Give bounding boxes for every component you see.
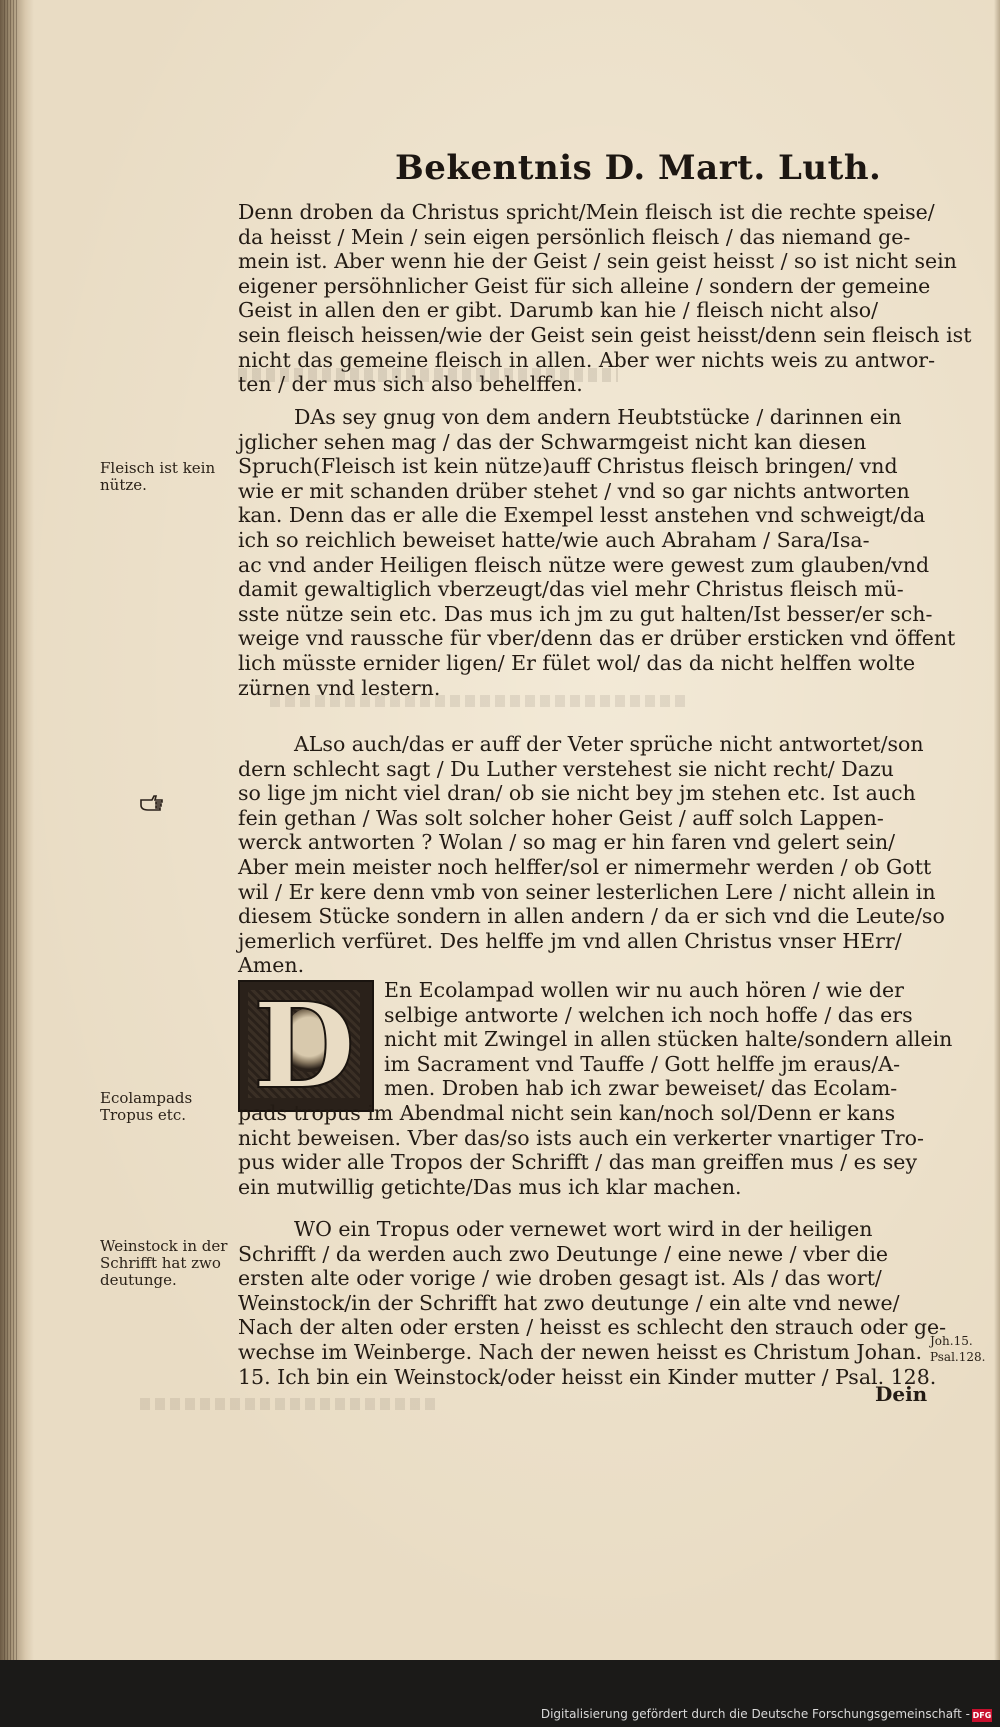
margin-note-line: deutunge. bbox=[100, 1271, 177, 1289]
book-gutter bbox=[0, 0, 34, 1660]
paragraph-1 bbox=[238, 200, 972, 397]
funding-credit: Digitalisierung gefördert durch die Deutsche Forschungsgemeinschaft - bbox=[540, 1707, 970, 1721]
margin-note-line: Psal.128. bbox=[930, 1350, 986, 1364]
text-line: men. Droben hab ich zwar beweiset/ das Ecolam- bbox=[384, 1076, 898, 1101]
margin-note-line: Fleisch ist kein bbox=[100, 459, 216, 477]
text-line: Aber mein meister noch helffer/sol er nimermehr werden / ob Gott bbox=[238, 854, 932, 879]
paragraph-4 bbox=[238, 978, 953, 1199]
text-line: Amen. bbox=[238, 953, 305, 978]
text-line: zürnen vnd lestern. bbox=[238, 675, 441, 700]
text-line: kan. Denn das er alle die Exempel lesst anstehen vnd schweigt/da bbox=[238, 503, 926, 528]
text-line: nicht das gemeine fleisch in allen. Aber wer nichts weis zu antwor- bbox=[238, 347, 936, 372]
initial-letter: D bbox=[252, 976, 356, 1115]
text-line: Denn droben da Christus spricht/Mein fleisch ist die rechte speise/ bbox=[238, 200, 935, 224]
text-line: Geist in allen den er gibt. Darumb kan hie / fleisch nicht also/ bbox=[238, 298, 879, 323]
margin-note-line: Joh.15. bbox=[930, 1334, 973, 1348]
text-line: ersten alte oder vorige / wie droben gesagt ist. Als / das wort/ bbox=[238, 1266, 882, 1291]
show-through-text bbox=[140, 1398, 440, 1410]
text-line: fein gethan / Was solt solcher hoher Geist / auff solch Lappen- bbox=[238, 805, 884, 830]
text-line: lich müsste ernider ligen/ Er fület wol/ das da nicht helffen wolte bbox=[238, 650, 916, 675]
text-line: nicht beweisen. Vber das/so ists auch ein verkerter vnartiger Tro- bbox=[238, 1125, 924, 1150]
margin-note-line: Ecolampads bbox=[100, 1089, 193, 1107]
text-line: ein mutwillig getichte/Das mus ich klar machen. bbox=[238, 1174, 742, 1199]
page-edge bbox=[994, 0, 1000, 1660]
text-line: Weinstock/in der Schrifft hat zwo deutunge / ein alte vnd newe/ bbox=[238, 1290, 900, 1315]
text-line: mein ist. Aber wenn hie der Geist / sein geist heisst / so ist nicht sein bbox=[238, 249, 957, 274]
text-line: sste nütze sein etc. Das mus ich jm zu gut halten/Ist besser/er sch- bbox=[238, 601, 933, 626]
running-title: Bekentnis D. Mart. Luth. bbox=[395, 148, 882, 188]
text-line: sein fleisch heissen/wie der Geist sein geist heisst/denn sein fleisch ist bbox=[238, 322, 972, 347]
margin-note-line: Schrifft hat zwo bbox=[100, 1254, 221, 1272]
text-line: Spruch(Fleisch ist kein nütze)auff Christus fleisch bringen/ vnd bbox=[238, 454, 898, 479]
text-line: damit gewaltiglich vberzeugt/das viel mehr Christus fleisch mü- bbox=[238, 577, 904, 602]
text-line: ten / der mus sich also behelffen. bbox=[238, 372, 583, 397]
text-line: ich so reichlich beweiset hatte/wie auch Abraham / Sara/Isa- bbox=[238, 527, 870, 552]
text-line: dern schlecht sagt / Du Luther verstehest sie nicht recht/ Dazu bbox=[238, 756, 894, 781]
viewer-footer bbox=[0, 1660, 1000, 1727]
text-line: so lige jm nicht viel dran/ ob sie nicht bey jm stehen etc. Ist auch bbox=[238, 781, 916, 806]
text-line: selbige antworte / welchen ich noch hoffe / das ers bbox=[384, 1002, 913, 1027]
text-line: nicht mit Zwingel in allen stücken halte/sondern allein bbox=[384, 1027, 953, 1052]
text-line: da heisst / Mein / sein eigen persönlich fleisch / das niemand ge- bbox=[238, 224, 911, 249]
catchword: Dein bbox=[875, 1382, 928, 1406]
margin-note bbox=[100, 460, 215, 494]
text-line: ALso auch/das er auff der Veter sprüche nicht antwortet/son bbox=[294, 732, 924, 756]
text-line: diesem Stücke sondern in allen andern / da er sich vnd die Leute/so bbox=[238, 904, 945, 929]
text-line: 15. Ich bin ein Weinstock/oder heisst ein Kinder mutter / Psal. 128. bbox=[238, 1364, 937, 1389]
text-line: werck antworten ? Wolan / so mag er hin faren vnd gelert sein/ bbox=[238, 830, 896, 855]
text-line: jglicher sehen mag / das der Schwarmgeist nicht kan diesen bbox=[238, 429, 867, 454]
text-line: wechse im Weinberge. Nach der newen heisst es Christum Johan. bbox=[238, 1339, 923, 1364]
dfg-logo: DFG bbox=[972, 1711, 992, 1720]
margin-note bbox=[100, 1238, 227, 1289]
text-line: ac vnd ander Heiligen fleisch nütze were gewest zum glauben/vnd bbox=[238, 552, 930, 577]
paragraph-2 bbox=[238, 405, 956, 700]
text-line: eigener persöhnlicher Geist für sich alleine / sondern der gemeine bbox=[238, 273, 931, 298]
text-line: im Sacrament vnd Tauffe / Gott helffe jm eraus/A- bbox=[384, 1051, 901, 1076]
pointing-hand-icon bbox=[140, 793, 164, 811]
text-line: DAs sey gnug von dem andern Heubtstücke / darinnen ein bbox=[294, 405, 902, 429]
margin-note-line: Weinstock in der bbox=[100, 1237, 228, 1255]
text-line: WO ein Tropus oder vernewet wort wird in der heiligen bbox=[294, 1217, 873, 1241]
margin-note bbox=[100, 1090, 192, 1124]
text-line: pads tropus im Abendmal nicht sein kan/noch sol/Denn er kans bbox=[238, 1100, 896, 1125]
paragraph-3 bbox=[238, 732, 945, 978]
text-line: wie er mit schanden drüber stehet / vnd so gar nichts antworten bbox=[238, 478, 910, 503]
text-line: En Ecolampad wollen wir nu auch hören / wie der bbox=[384, 978, 904, 1002]
text-line: jemerlich verfüret. Des helffe jm vnd allen Christus vnser HErr/ bbox=[238, 928, 902, 953]
text-line: weige vnd raussche für vber/denn das er drüber ersticken vnd öffent bbox=[238, 626, 956, 651]
paragraph-5 bbox=[238, 1217, 947, 1389]
text-line: wil / Er kere denn vmb von seiner lesterlichen Lere / nicht allein in bbox=[238, 879, 936, 904]
text-line: Nach der alten oder ersten / heisst es schlecht den strauch oder ge- bbox=[238, 1315, 947, 1340]
text-line: Schrifft / da werden auch zwo Deutunge / eine newe / vber die bbox=[238, 1241, 889, 1266]
margin-note-line: Tropus etc. bbox=[100, 1106, 187, 1124]
text-line: pus wider alle Tropos der Schrifft / das man greiffen mus / es sey bbox=[238, 1150, 918, 1175]
margin-note bbox=[930, 1333, 985, 1365]
margin-note-line: nütze. bbox=[100, 476, 147, 494]
gutter-page-edges bbox=[4, 0, 18, 1660]
